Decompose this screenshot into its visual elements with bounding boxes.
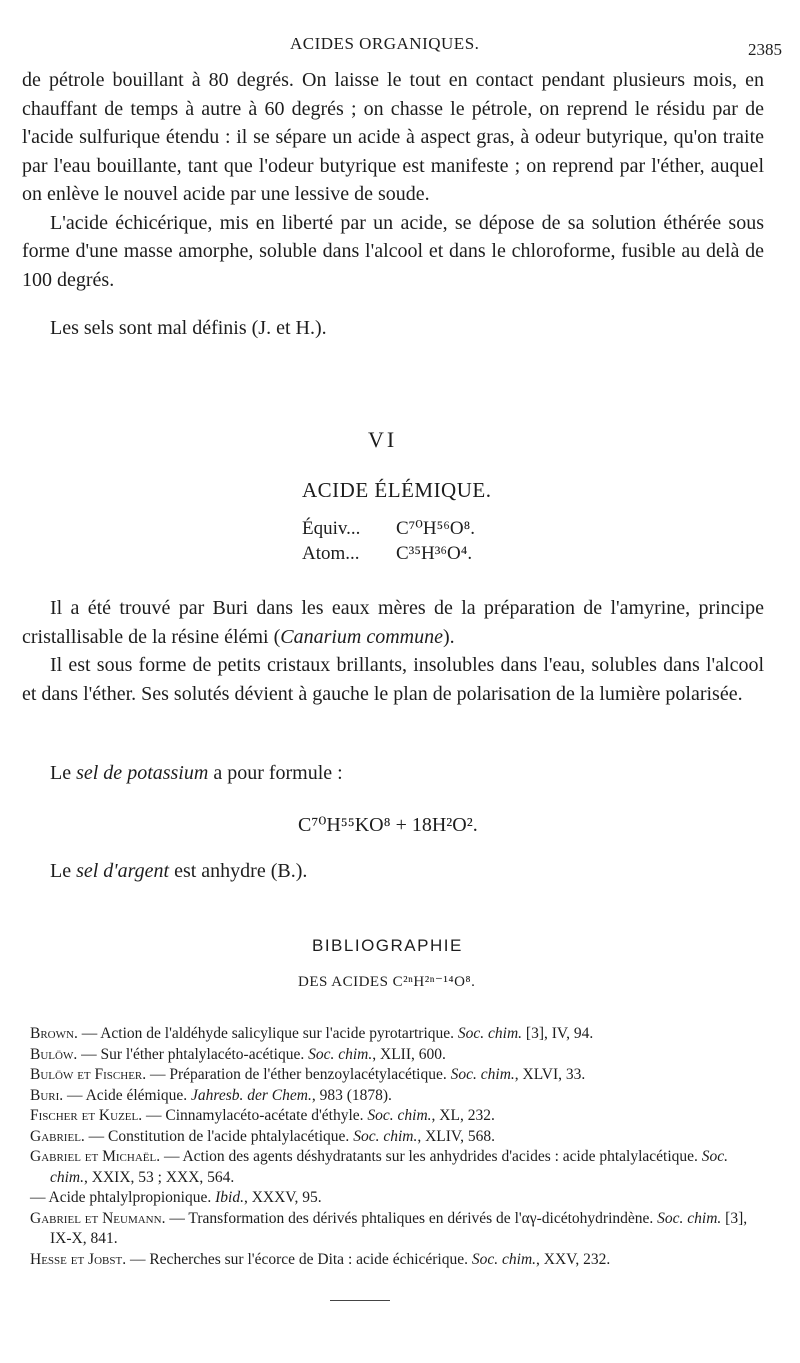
citation-ref: , XLIV, 568. xyxy=(417,1127,495,1145)
potassium-salt-formula: C⁷⁰H⁵⁵KO⁸ + 18H²O². xyxy=(298,814,478,836)
journal: Soc. chim. xyxy=(657,1209,722,1227)
citation-text: — Constitution de l'acide phtalylacétique. xyxy=(84,1127,354,1145)
formula-label: Équiv... xyxy=(302,518,361,539)
bibliography-entry xyxy=(30,1147,766,1188)
author: Fischer et Kuzel. xyxy=(30,1107,143,1124)
paragraph: L'acide échicérique, mis en liberté par un acide, se dépose de sa solution éthérée sous forme d'une masse amorphe, soluble dans l'alcool et dans le chloroforme, fusible au delà de 100 degrés. xyxy=(22,211,764,291)
footer-rule xyxy=(330,1300,390,1301)
citation-ref: , XL, 232. xyxy=(431,1107,495,1124)
author: Buri. xyxy=(30,1086,64,1104)
formula-value: C⁷⁰H⁵⁶O⁸. xyxy=(396,518,475,539)
potassium-salt-line xyxy=(50,762,343,785)
citation-ref: , XXIX, 53 ; XXX, 564. xyxy=(84,1168,235,1186)
citation-text: — Préparation de l'éther benzoylacétylacétique. xyxy=(146,1066,451,1083)
journal: Soc. chim. xyxy=(471,1250,537,1268)
citation-ref: , 983 (1878). xyxy=(311,1086,392,1104)
journal: Ibid. xyxy=(215,1189,244,1206)
bibliography-entry xyxy=(30,1086,766,1107)
page-number: 2385 xyxy=(748,40,782,59)
journal: Soc. chim. xyxy=(308,1045,373,1063)
formula-value: C³⁵H³⁶O⁴. xyxy=(396,543,473,564)
text-run: ). xyxy=(443,625,455,648)
text-run: Il a été trouvé par Buri dans les eaux mères de la préparation de l'amyrine, principe cristallisable de la résine élémi ( xyxy=(22,597,764,648)
bibliography-subtitle: DES ACIDES C²ⁿH²ⁿ⁻¹⁴O⁸. xyxy=(298,974,476,990)
journal: Soc. chim. xyxy=(457,1025,523,1042)
paragraph: Il est sous forme de petits cristaux brillants, insolubles dans l'eau, solubles dans l'alcool et dans l'éther. Ses solutés dévient à gauche le plan de polarisation de la lumière polarisée. xyxy=(22,654,764,705)
citation-text: — Action des agents déshydratants sur les anhydrides d'acides : acide phtalylacétique. xyxy=(160,1148,702,1165)
journal: Soc. chim. xyxy=(367,1107,432,1124)
paragraph xyxy=(22,594,764,651)
citation-ref: , XLII, 600. xyxy=(372,1045,446,1063)
bibliography-entry xyxy=(30,1065,766,1086)
bibliography-entry xyxy=(30,1209,766,1250)
citation-text: — Action de l'aldéhyde salicylique sur l'acide pyrotartrique. xyxy=(77,1025,458,1042)
text-run: Le xyxy=(50,762,77,784)
citation-text: — Sur l'éther phtalylacéto-acétique. xyxy=(77,1045,309,1063)
citation-text: — Acide élémique. xyxy=(63,1086,192,1104)
author: Gabriel. xyxy=(30,1127,85,1145)
formula-row xyxy=(302,541,475,566)
term: sel de potassium xyxy=(76,762,209,784)
bibliography-entry xyxy=(30,1250,766,1271)
bibliography-entry xyxy=(30,1024,766,1045)
author: Gabriel et Michaël. xyxy=(30,1148,161,1165)
citation-ref: , XXXV, 95. xyxy=(243,1189,322,1206)
author: Bulöw. xyxy=(30,1045,78,1063)
citation-ref: [3], IV, 94. xyxy=(522,1025,594,1042)
paragraph: de pétrole bouillant à 80 degrés. On laisse le tout en contact pendant plusieurs mois, en chauffant de temps à autre à 60 degrés ; on chasse le pétrole, on reprend le résidu par de l'acide sulfurique étendu : il se sépare un acide à aspect gras, à odeur butyrique, qu'on traite par l'eau bouillante, tant que l'odeur butyrique est manifeste ; on reprend par l'éther, auquel on enlève le nouvel acide par une lessive de soude. xyxy=(22,69,764,205)
bibliography-entry xyxy=(30,1106,766,1127)
species-name: Canarium commune xyxy=(280,625,443,648)
author: Gabriel et Neumann. xyxy=(30,1209,166,1227)
journal: Jahresb. der Chem. xyxy=(191,1086,312,1104)
text-run: est anhydre (B.). xyxy=(169,860,308,882)
bibliography-title: BIBLIOGRAPHIE xyxy=(312,936,463,955)
text-run: a pour formule : xyxy=(208,762,343,784)
bibliography-entry xyxy=(30,1188,766,1209)
bibliography-entry xyxy=(30,1045,766,1066)
silver-salt-line xyxy=(50,860,307,883)
citation-text: — Transformation des dérivés phtaliques en dérivés de l'αγ-dicétohydrindène. xyxy=(165,1209,658,1227)
citation-text: — Cinnamylacéto-acétate d'éthyle. xyxy=(142,1107,368,1124)
journal: Soc. chim. xyxy=(353,1127,418,1145)
bibliography-entry xyxy=(30,1127,766,1148)
formula-label: Atom... xyxy=(302,543,360,564)
section-numeral: VI xyxy=(368,427,398,452)
citation-ref: , XLVI, 33. xyxy=(514,1066,586,1083)
term: sel d'argent xyxy=(76,860,170,882)
citation-ref: [3], IX-X, 841. xyxy=(50,1209,748,1247)
text-run: Le xyxy=(50,860,77,882)
journal: Soc. chim. xyxy=(450,1066,515,1083)
running-title: ACIDES ORGANIQUES. xyxy=(290,34,480,53)
citation-text: — Recherches sur l'écorce de Dita : acide échicérique. xyxy=(126,1250,472,1268)
author: Hesse et Jobst. xyxy=(30,1250,127,1268)
citation-ref: , XXV, 232. xyxy=(536,1250,611,1268)
formula-row xyxy=(302,516,475,541)
intro-text xyxy=(22,66,764,343)
running-head xyxy=(0,34,800,62)
paragraph: Les sels sont mal définis (J. et H.). xyxy=(50,317,327,339)
citation-text: — Acide phtalylpropionique. xyxy=(30,1189,216,1206)
author: Brown. xyxy=(30,1025,78,1042)
section-title: ACIDE ÉLÉMIQUE. xyxy=(302,478,492,502)
author: Bulöw et Fischer. xyxy=(30,1066,147,1083)
journal: Soc. chim. xyxy=(50,1148,729,1186)
bibliography-list xyxy=(30,1024,766,1270)
section-text xyxy=(22,594,764,708)
formula-block xyxy=(302,516,475,566)
